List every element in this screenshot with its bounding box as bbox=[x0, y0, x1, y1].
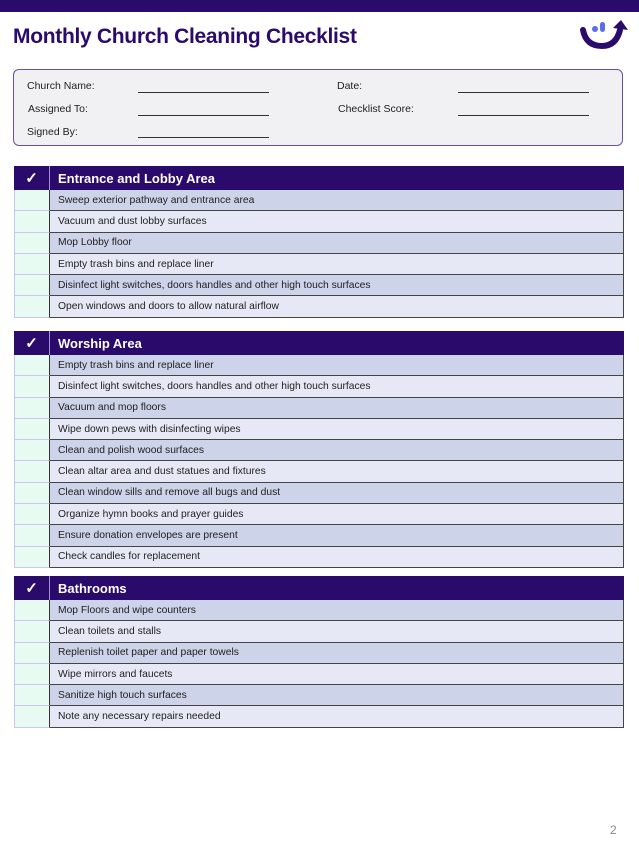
task-checkbox[interactable] bbox=[14, 621, 50, 642]
task-checkbox[interactable] bbox=[14, 525, 50, 546]
task-label: Wipe down pews with disinfecting wipes bbox=[50, 419, 624, 440]
section-header bbox=[14, 331, 624, 355]
signed-by-field[interactable] bbox=[138, 137, 269, 138]
task-checkbox[interactable] bbox=[14, 600, 50, 621]
task-label: Mop Lobby floor bbox=[50, 233, 624, 254]
task-label: Wipe mirrors and faucets bbox=[50, 664, 624, 685]
checkmark-icon: ✓ bbox=[14, 331, 50, 355]
task-label: Replenish toilet paper and paper towels bbox=[50, 643, 624, 664]
task-checkbox[interactable] bbox=[14, 664, 50, 685]
task-checkbox[interactable] bbox=[14, 398, 50, 419]
task-label: Open windows and doors to allow natural airflow bbox=[50, 296, 624, 317]
task-list bbox=[14, 355, 624, 568]
section-title: Worship Area bbox=[58, 335, 142, 351]
task-row bbox=[14, 275, 624, 296]
task-checkbox[interactable] bbox=[14, 706, 50, 727]
task-checkbox[interactable] bbox=[14, 355, 50, 376]
task-label: Clean and polish wood surfaces bbox=[50, 440, 624, 461]
task-checkbox[interactable] bbox=[14, 483, 50, 504]
task-label: Ensure donation envelopes are present bbox=[50, 525, 624, 546]
task-row bbox=[14, 504, 624, 525]
task-label: Clean window sills and remove all bugs and dust bbox=[50, 483, 624, 504]
page-number: 2 bbox=[610, 823, 617, 837]
task-row bbox=[14, 376, 624, 397]
smile-arrow-logo-icon bbox=[578, 18, 628, 50]
task-label: Sanitize high touch surfaces bbox=[50, 685, 624, 706]
task-checkbox[interactable] bbox=[14, 643, 50, 664]
task-label: Clean altar area and dust statues and fixtures bbox=[50, 461, 624, 482]
task-row bbox=[14, 483, 624, 504]
section-title: Entrance and Lobby Area bbox=[58, 170, 215, 186]
checkmark-icon: ✓ bbox=[14, 166, 50, 190]
task-row bbox=[14, 254, 624, 275]
section-header bbox=[14, 166, 624, 190]
checklist-section bbox=[14, 166, 624, 318]
info-box bbox=[13, 69, 623, 146]
task-checkbox[interactable] bbox=[14, 419, 50, 440]
task-row bbox=[14, 643, 624, 664]
checklist-score-field[interactable] bbox=[458, 115, 589, 116]
task-label: Disinfect light switches, doors handles and other high touch surfaces bbox=[50, 275, 624, 296]
task-row bbox=[14, 440, 624, 461]
task-label: Vacuum and mop floors bbox=[50, 398, 624, 419]
checkmark-icon: ✓ bbox=[14, 576, 50, 600]
task-label: Clean toilets and stalls bbox=[50, 621, 624, 642]
task-label: Check candles for replacement bbox=[50, 547, 624, 568]
task-row bbox=[14, 296, 624, 317]
task-row bbox=[14, 685, 624, 706]
date-field[interactable] bbox=[458, 92, 589, 93]
task-label: Empty trash bins and replace liner bbox=[50, 355, 624, 376]
task-row bbox=[14, 233, 624, 254]
task-checkbox[interactable] bbox=[14, 296, 50, 317]
task-row bbox=[14, 706, 624, 727]
task-label: Vacuum and dust lobby surfaces bbox=[50, 211, 624, 232]
task-checkbox[interactable] bbox=[14, 275, 50, 296]
task-label: Organize hymn books and prayer guides bbox=[50, 504, 624, 525]
task-checkbox[interactable] bbox=[14, 685, 50, 706]
task-row bbox=[14, 190, 624, 211]
church-name-field[interactable] bbox=[138, 92, 269, 93]
task-checkbox[interactable] bbox=[14, 211, 50, 232]
task-label: Empty trash bins and replace liner bbox=[50, 254, 624, 275]
task-row bbox=[14, 664, 624, 685]
task-checkbox[interactable] bbox=[14, 233, 50, 254]
task-checkbox[interactable] bbox=[14, 547, 50, 568]
checklist-score-label: Checklist Score: bbox=[338, 103, 414, 115]
task-row bbox=[14, 398, 624, 419]
section-title: Bathrooms bbox=[58, 580, 127, 596]
task-row bbox=[14, 600, 624, 621]
task-checkbox[interactable] bbox=[14, 504, 50, 525]
task-list bbox=[14, 600, 624, 728]
task-checkbox[interactable] bbox=[14, 440, 50, 461]
task-row bbox=[14, 355, 624, 376]
page-title: Monthly Church Cleaning Checklist bbox=[13, 25, 357, 48]
checklist-section bbox=[14, 576, 624, 728]
checklist-section bbox=[14, 331, 624, 568]
assigned-to-label: Assigned To: bbox=[28, 103, 88, 115]
task-row bbox=[14, 547, 624, 568]
task-checkbox[interactable] bbox=[14, 376, 50, 397]
date-label: Date: bbox=[337, 80, 363, 92]
task-label: Sweep exterior pathway and entrance area bbox=[50, 190, 624, 211]
task-row bbox=[14, 419, 624, 440]
task-label: Note any necessary repairs needed bbox=[50, 706, 624, 727]
section-header bbox=[14, 576, 624, 600]
task-row bbox=[14, 211, 624, 232]
task-row bbox=[14, 461, 624, 482]
task-row bbox=[14, 621, 624, 642]
signed-by-label: Signed By: bbox=[27, 126, 78, 138]
top-bar bbox=[0, 0, 639, 12]
church-name-label: Church Name: bbox=[27, 80, 95, 92]
task-checkbox[interactable] bbox=[14, 190, 50, 211]
task-checkbox[interactable] bbox=[14, 254, 50, 275]
task-checkbox[interactable] bbox=[14, 461, 50, 482]
task-list bbox=[14, 190, 624, 318]
task-row bbox=[14, 525, 624, 546]
task-label: Disinfect light switches, doors handles and other high touch surfaces bbox=[50, 376, 624, 397]
assigned-to-field[interactable] bbox=[138, 115, 269, 116]
task-label: Mop Floors and wipe counters bbox=[50, 600, 624, 621]
